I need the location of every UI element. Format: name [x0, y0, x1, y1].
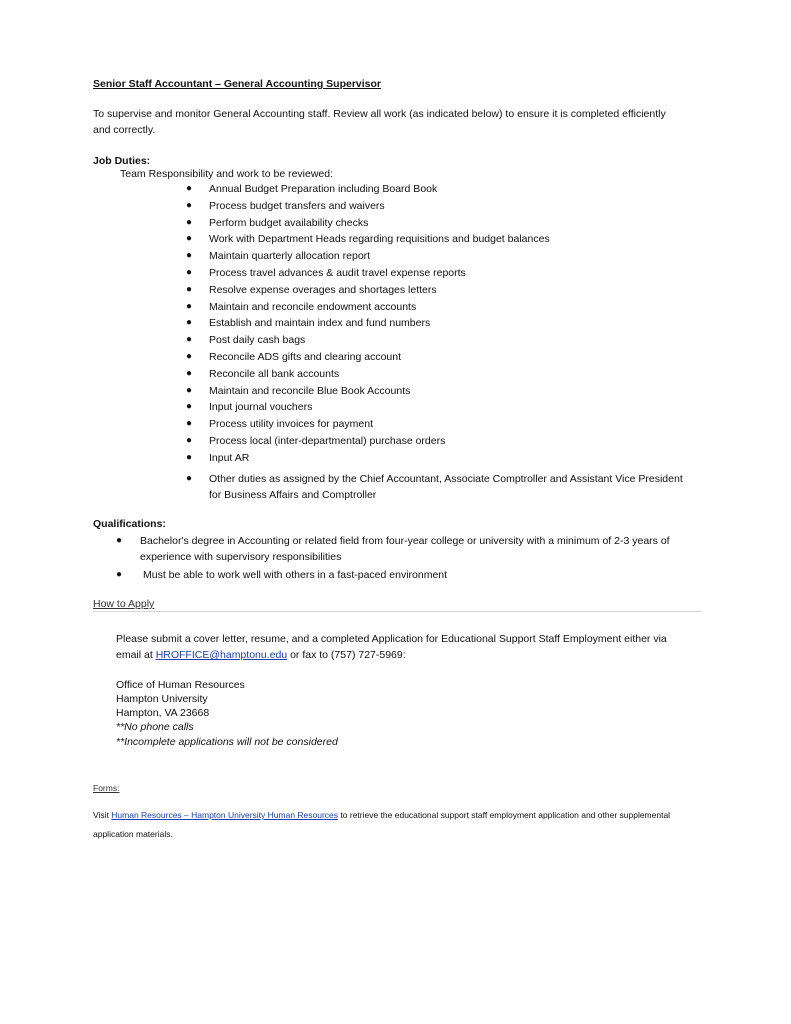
bullet-icon: ● [186, 452, 193, 463]
duty-item: Input journal vouchers [209, 401, 313, 413]
duty-item: Post daily cash bags [209, 334, 306, 346]
apply-line-1: Please submit a cover letter, resume, and a completed Application for Educational Support Staff Employment either via [116, 633, 667, 645]
apply-line-2-prefix: email at [116, 649, 156, 661]
bullet-icon: ● [186, 233, 193, 244]
section-divider [93, 611, 702, 612]
qualification-item-2: Must be able to work well with others in a fast-paced environment [143, 569, 448, 581]
forms-line-1 [93, 809, 670, 821]
how-to-apply-heading: How to Apply [93, 598, 155, 610]
duty-item: Resolve expense overages and shortages letters [209, 284, 437, 296]
duty-item-other-line-2: for Business Affairs and Comptroller [209, 489, 377, 501]
bullet-icon: ● [116, 569, 123, 580]
bullet-icon: ● [186, 368, 193, 379]
forms-heading: Forms: [93, 783, 120, 793]
duty-item: Process utility invoices for payment [209, 418, 373, 430]
duty-item-other-line-1: Other duties as assigned by the Chief Accountant, Associate Comptroller and Assistant Vice President [209, 473, 683, 485]
forms-suffix: to retrieve the educational support staff employment application and other supplemental [338, 810, 671, 820]
duty-item: Input AR [209, 452, 250, 464]
apply-line-2-suffix: or fax to (757) 727-5969: [287, 649, 406, 661]
note-no-phone-calls: **No phone calls [116, 721, 194, 733]
duty-item: Perform budget availability checks [209, 217, 369, 229]
summary-line-2: and correctly. [93, 124, 156, 136]
qualification-item-1-line-2: experience with supervisory responsibilities [140, 551, 342, 563]
bullet-icon: ● [186, 217, 193, 228]
summary-line-1: To supervise and monitor General Accounting staff. Review all work (as indicated below) to ensure it is completed efficiently [93, 108, 666, 120]
bullet-icon: ● [186, 401, 193, 412]
duty-item: Work with Department Heads regarding requisitions and budget balances [209, 233, 550, 245]
duty-item: Establish and maintain index and fund numbers [209, 317, 431, 329]
bullet-icon: ● [186, 284, 193, 295]
job-title: Senior Staff Accountant – General Accounting Supervisor [93, 78, 382, 90]
address-line-3: Hampton, VA 23668 [116, 707, 210, 719]
duty-item: Process budget transfers and waivers [209, 200, 385, 212]
bullet-icon: ● [186, 250, 193, 261]
bullet-icon: ● [186, 418, 193, 429]
duty-item: Reconcile all bank accounts [209, 368, 340, 380]
forms-prefix: Visit [93, 810, 112, 820]
duty-item: Maintain and reconcile Blue Book Accounts [209, 385, 411, 397]
forms-line-2: application materials. [93, 829, 173, 839]
bullet-icon: ● [186, 351, 193, 362]
bullet-icon: ● [186, 473, 193, 484]
bullet-icon: ● [186, 267, 193, 278]
duty-item: Process local (inter-departmental) purchase orders [209, 435, 446, 447]
bullet-icon: ● [186, 334, 193, 345]
bullet-icon: ● [186, 200, 193, 211]
address-line-1: Office of Human Resources [116, 679, 245, 691]
duty-item: Annual Budget Preparation including Board Book [209, 183, 438, 195]
bullet-icon: ● [186, 183, 193, 194]
qualifications-heading: Qualifications: [93, 518, 166, 530]
duty-item: Process travel advances & audit travel expense reports [209, 267, 466, 279]
duty-item: Reconcile ADS gifts and clearing account [209, 351, 402, 363]
bullet-icon: ● [186, 301, 193, 312]
bullet-icon: ● [186, 317, 193, 328]
qualification-item-1-line-1: Bachelor's degree in Accounting or related field from four-year college or university with a minimum of 2-3 years of [140, 535, 670, 547]
bullet-icon: ● [186, 435, 193, 446]
job-duties-intro: Team Responsibility and work to be reviewed: [120, 168, 334, 180]
email-link[interactable]: HROFFICE@hamptonu.edu [155, 649, 288, 661]
bullet-icon: ● [116, 535, 123, 546]
job-duties-heading: Job Duties: [93, 155, 151, 167]
hr-website-link[interactable]: Human Resources – Hampton University Human Resources [111, 810, 339, 820]
address-line-2: Hampton University [116, 693, 208, 705]
note-incomplete-applications: **Incomplete applications will not be considered [116, 736, 338, 748]
duty-item: Maintain and reconcile endowment accounts [209, 301, 417, 313]
duty-item: Maintain quarterly allocation report [209, 250, 371, 262]
bullet-icon: ● [186, 385, 193, 396]
apply-line-2 [116, 648, 406, 662]
